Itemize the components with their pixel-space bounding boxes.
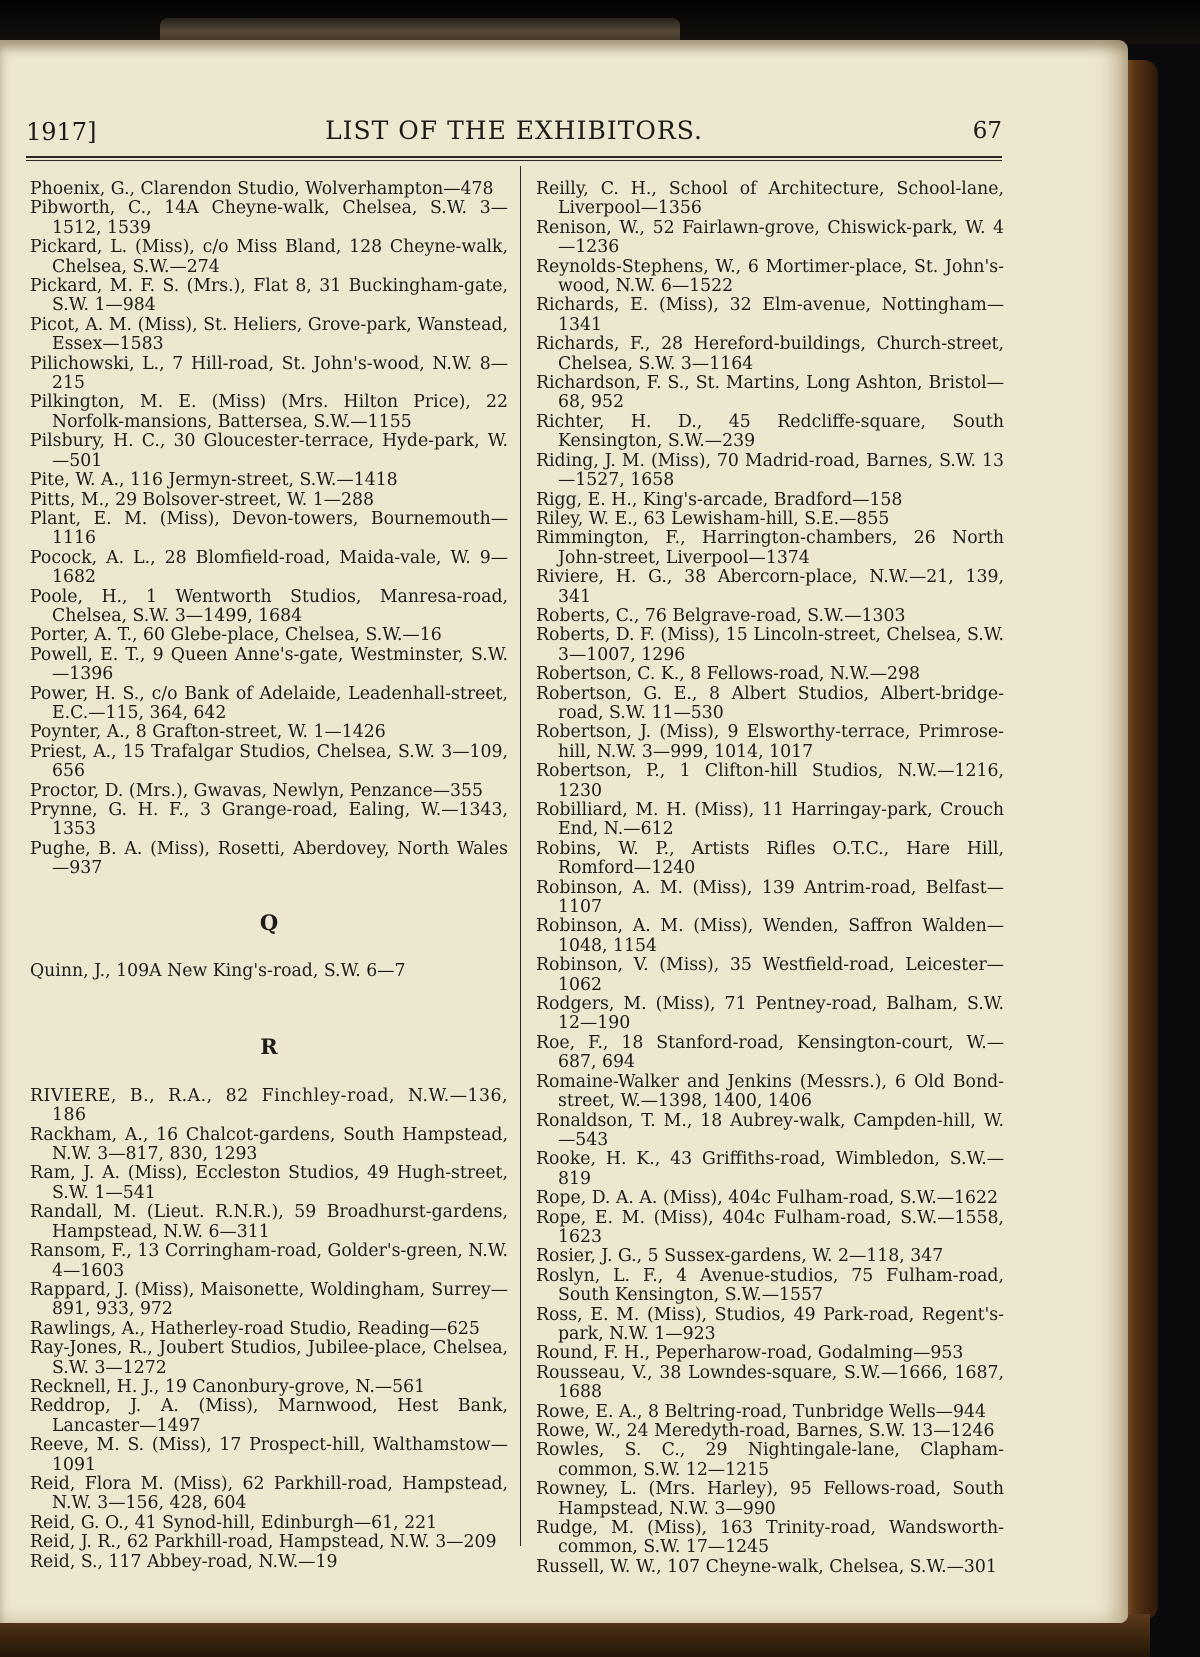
right-column (536, 180, 1004, 1577)
list-entry: Robinson, A. M. (Miss), Wenden, Saffron Walden—1048, 1154 (536, 916, 1004, 956)
header-rule-thin (26, 160, 1002, 161)
list-entry: Robertson, P., 1 Clifton-hill Studios, N.W.—1216, 1230 (536, 761, 1004, 801)
list-entry: Roe, F., 18 Stanford-road, Kensington-court, W.—687, 694 (536, 1032, 1004, 1073)
list-entry: Proctor, D. (Mrs.), Gwavas, Newlyn, Penzance—355 (30, 780, 483, 801)
list-entry: Richardson, F. S., St. Martins, Long Ashton, Bristol—68, 952 (536, 373, 1004, 413)
list-entry: Riley, W. E., 63 Lewisham-hill, S.E.—855 (536, 508, 890, 529)
list-entry: Pilichowski, L., 7 Hill-road, St. John's-wood, N.W. 8—215 (30, 353, 508, 394)
list-entry: Reid, S., 117 Abbey-road, N.W.—19 (30, 1551, 338, 1572)
list-entry: Rooke, H. K., 43 Griffiths-road, Wimbledon, S.W.—819 (536, 1149, 1004, 1189)
list-entry: Robertson, C. K., 8 Fellows-road, N.W.—298 (536, 664, 921, 685)
list-entry: Rosier, J. G., 5 Sussex-gardens, W. 2—118, 347 (536, 1246, 944, 1267)
list-entry: Quinn, J., 109A New King's-road, S.W. 6—7 (30, 961, 406, 982)
list-entry: Ransom, F., 13 Corringham-road, Golder's-green, N.W. 4—1603 (30, 1241, 508, 1281)
list-entry: Roberts, D. F. (Miss), 15 Lincoln-street, Chelsea, S.W. 3—1007, 1296 (536, 625, 1004, 665)
list-entry: Reddrop, J. A. (Miss), Marnwood, Hest Bank, Lancaster—1497 (30, 1396, 508, 1436)
list-entry: Rappard, J. (Miss), Maisonette, Woldingham, Surrey—891, 933, 972 (30, 1279, 508, 1320)
list-entry: Richards, E. (Miss), 32 Elm-avenue, Nottingham—1341 (536, 295, 1004, 335)
list-entry: Reynolds-Stephens, W., 6 Mortimer-place, St. John's-wood, N.W. 6—1522 (536, 256, 1004, 297)
list-entry: Rigg, E. H., King's-arcade, Bradford—158 (536, 489, 903, 510)
entries-q (30, 962, 508, 981)
list-entry: Robins, W. P., Artists Rifles O.T.C., Hare Hill, Romford—1240 (536, 838, 1004, 879)
list-entry: Pilkington, M. E. (Miss) (Mrs. Hilton Price), 22 Norfolk-mansions, Battersea, S.W.—1155 (30, 392, 508, 432)
list-entry: Prynne, G. H. F., 3 Grange-road, Ealing, W.—1343, 1353 (30, 800, 508, 840)
section-letter-q: Q (259, 909, 279, 935)
list-entry: Romaine-Walker and Jenkins (Messrs.), 6 Old Bond-street, W.—1398, 1400, 1406 (536, 1071, 1004, 1112)
list-entry: Ram, J. A. (Miss), Eccleston Studios, 49 Hugh-street, S.W. 1—541 (30, 1163, 508, 1203)
list-entry: Power, H. S., c/o Bank of Adelaide, Leadenhall-street, E.C.—115, 364, 642 (30, 683, 508, 723)
list-entry: Reid, J. R., 62 Parkhill-road, Hampstead, N.W. 3—209 (30, 1532, 497, 1553)
list-entry: Rousseau, V., 38 Lowndes-square, S.W.—1666, 1687, 1688 (536, 1362, 1004, 1403)
list-entry: Riding, J. M. (Miss), 70 Madrid-road, Barnes, S.W. 13—1527, 1658 (536, 450, 1004, 491)
list-entry: Russell, W. W., 107 Cheyne-walk, Chelsea, S.W.—301 (536, 1556, 997, 1577)
list-entry: Rowney, L. (Mrs. Harley), 95 Fellows-road, South Hampstead, N.W. 3—990 (536, 1479, 1004, 1519)
page-header (26, 112, 1002, 152)
list-entry: Ray-Jones, R., Joubert Studios, Jubilee-place, Chelsea, S.W. 3—1272 (30, 1338, 508, 1378)
list-entry: Reeve, M. S. (Miss), 17 Prospect-hill, Walthamstow—1091 (30, 1435, 508, 1475)
section-letter-r: R (260, 1034, 278, 1060)
list-entry: Roslyn, L. F., 4 Avenue-studios, 75 Fulham-road, South Kensington, S.W.—1557 (536, 1265, 1004, 1306)
list-entry: Porter, A. T., 60 Glebe-place, Chelsea, S.W.—16 (30, 625, 442, 646)
list-entry: Pickard, L. (Miss), c/o Miss Bland, 128 Cheyne-walk, Chelsea, S.W.—274 (30, 237, 508, 277)
list-entry: Pitts, M., 29 Bolsover-street, W. 1—288 (30, 489, 374, 510)
list-entry: Priest, A., 15 Trafalgar Studios, Chelsea, S.W. 3—109, 656 (30, 741, 508, 782)
list-entry: Robilliard, M. H. (Miss), 11 Harringay-park, Crouch End, N.—612 (536, 800, 1004, 840)
list-entry: Ross, E. M. (Miss), Studios, 49 Park-road, Regent's-park, N.W. 1—923 (536, 1304, 1004, 1344)
entries-p (30, 180, 508, 879)
page-title: LIST OF THE EXHIBITORS. (325, 116, 703, 145)
list-entry: Rope, E. M. (Miss), 404c Fulham-road, S.W.—1558, 1623 (536, 1207, 1004, 1247)
list-entry: Pite, W. A., 116 Jermyn-street, S.W.—1418 (30, 470, 398, 491)
list-entry: Rowe, E. A., 8 Beltring-road, Tunbridge Wells—944 (536, 1401, 986, 1422)
list-entry: Riviere, H. G., 38 Abercorn-place, N.W.—21, 139, 341 (536, 567, 1004, 607)
list-entry: Recknell, H. J., 19 Canonbury-grove, N.—561 (30, 1376, 426, 1397)
list-entry: Reid, G. O., 41 Synod-hill, Edinburgh—61, 221 (30, 1512, 438, 1533)
list-entry: Poynter, A., 8 Grafton-street, W. 1—1426 (30, 722, 386, 743)
list-entry: Rowe, W., 24 Meredyth-road, Barnes, S.W. 13—1246 (536, 1421, 995, 1441)
list-entry: Pilsbury, H. C., 30 Gloucester-terrace, Hyde-park, W.—501 (30, 431, 508, 471)
list-entry: Randall, M. (Lieut. R.N.R.), 59 Broadhurst-gardens, Hampstead, N.W. 6—311 (30, 1202, 508, 1242)
list-entry: Robinson, A. M. (Miss), 139 Antrim-road, Belfast—1107 (536, 877, 1004, 918)
list-entry: Rowles, S. C., 29 Nightingale-lane, Clapham-common, S.W. 12—1215 (536, 1440, 1004, 1480)
list-entry: Richards, F., 28 Hereford-buildings, Church-street, Chelsea, S.W. 3—1164 (536, 334, 1004, 374)
list-entry: Ronaldson, T. M., 18 Aubrey-walk, Campden-hill, W.—543 (536, 1110, 1004, 1150)
list-entry: Renison, W., 52 Fairlawn-grove, Chiswick-park, W. 4—1236 (536, 217, 1004, 258)
list-entry: Phoenix, G., Clarendon Studio, Wolverhampton—478 (30, 179, 494, 199)
list-entry: Reid, Flora M. (Miss), 62 Parkhill-road, Hampstead, N.W. 3—156, 428, 604 (30, 1473, 508, 1514)
list-entry: Pibworth, C., 14A Cheyne-walk, Chelsea, S.W. 3—1512, 1539 (30, 198, 508, 238)
list-entry: Plant, E. M. (Miss), Devon-towers, Bournemouth—1116 (30, 508, 508, 549)
list-entry: Rope, D. A. A. (Miss), 404c Fulham-road, S.W.—1622 (536, 1188, 998, 1209)
column-divider (520, 166, 521, 1546)
list-entry: Picot, A. M. (Miss), St. Heliers, Grove-park, Wanstead, Essex—1583 (30, 314, 508, 355)
entries-r (30, 1087, 508, 1572)
list-entry: Poole, H., 1 Wentworth Studios, Manresa-road, Chelsea, S.W. 3—1499, 1684 (30, 586, 508, 626)
list-entry: Rodgers, M. (Miss), 71 Pentney-road, Balham, S.W. 12—190 (536, 994, 1004, 1034)
list-entry: Rawlings, A., Hatherley-road Studio, Reading—625 (30, 1318, 480, 1339)
header-rule (26, 156, 1002, 158)
list-entry: RIVIERE, B., R.A., 82 Finchley-road, N.W.—136, 186 (30, 1085, 508, 1126)
list-entry: Rackham, A., 16 Chalcot-gardens, South Hampstead, N.W. 3—817, 830, 1293 (30, 1124, 508, 1165)
list-entry: Robertson, J. (Miss), 9 Elsworthy-terrace, Primrose-hill, N.W. 3—999, 1014, 1017 (536, 722, 1004, 762)
list-entry: Reilly, C. H., School of Architecture, School-lane, Liverpool—1356 (536, 179, 1004, 219)
list-entry: Roberts, C., 76 Belgrave-road, S.W.—1303 (536, 605, 906, 626)
left-column (30, 180, 508, 1572)
list-entry: Robinson, V. (Miss), 35 Westfield-road, Leicester—1062 (536, 955, 1004, 995)
page-number: 67 (972, 118, 1002, 144)
list-entry: Round, F. H., Peperharow-road, Godalming—953 (536, 1343, 964, 1364)
list-entry: Robertson, G. E., 8 Albert Studios, Albert-bridge-road, S.W. 11—530 (536, 683, 1004, 723)
list-entry: Pocock, A. L., 28 Blomfield-road, Maida-vale, W. 9—1682 (30, 547, 508, 588)
list-entry: Richter, H. D., 45 Redcliffe-square, South Kensington, S.W.—239 (536, 411, 1004, 452)
list-entry: Rimmington, F., Harrington-chambers, 26 North John-street, Liverpool—1374 (536, 528, 1004, 568)
list-entry: Pughe, B. A. (Miss), Rosetti, Aberdovey, North Wales—937 (30, 838, 508, 879)
list-entry: Rudge, M. (Miss), 163 Trinity-road, Wandsworth-common, S.W. 17—1245 (536, 1518, 1004, 1558)
list-entry: Pickard, M. F. S. (Mrs.), Flat 8, 31 Buckingham-gate, S.W. 1—984 (30, 276, 508, 316)
header-year: 1917] (26, 118, 97, 146)
list-entry: Powell, E. T., 9 Queen Anne's-gate, Westminster, S.W.—1396 (30, 644, 508, 685)
